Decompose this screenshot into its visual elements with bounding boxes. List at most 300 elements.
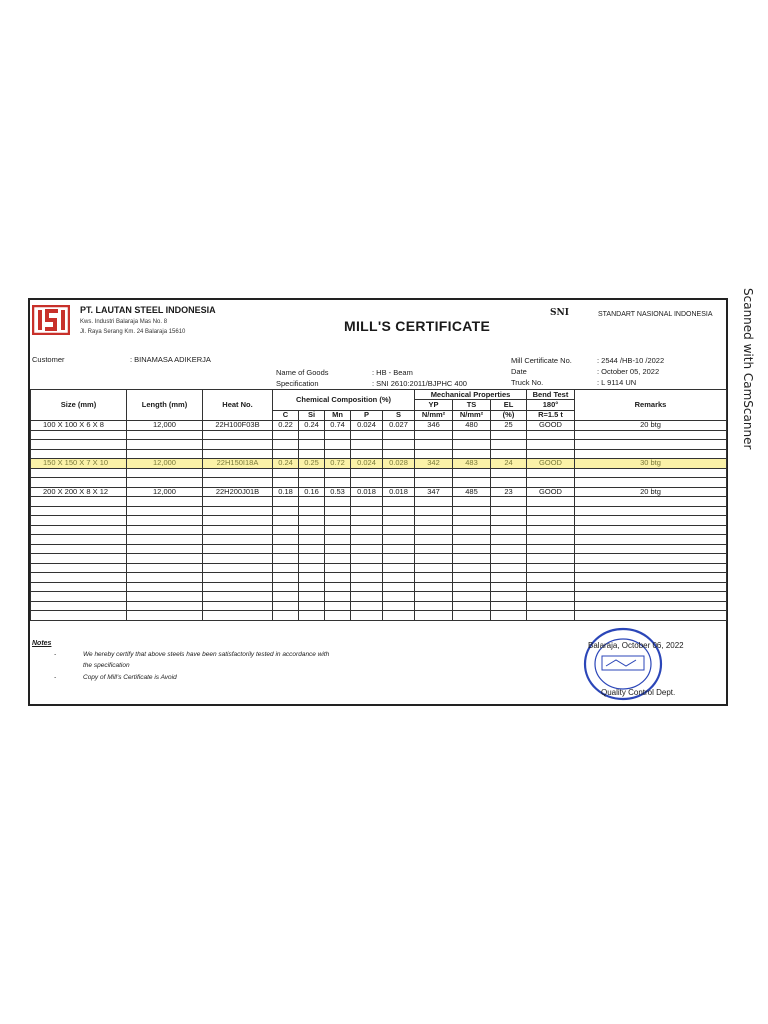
cell-c [273,525,299,535]
cell-length [127,449,203,459]
cell-heat [203,440,273,450]
cell-yp [415,592,453,602]
cell-heat [203,601,273,611]
cell-size [31,544,127,554]
cell-c: 0.18 [273,487,299,497]
signature-department: Quality Control Dept. [601,688,676,697]
cell-bend [527,506,575,516]
cell-p: 0.018 [351,487,383,497]
header-c: C [273,410,299,420]
header-remarks: Remarks [575,390,727,421]
cell-p [351,449,383,459]
cell-yp [415,506,453,516]
note-bullet-2: - [54,674,57,681]
cell-s [383,468,415,478]
cell-length [127,525,203,535]
cell-bend: GOOD [527,459,575,469]
date-value: : October 05, 2022 [597,367,660,376]
cell-s [383,582,415,592]
cell-yp [415,525,453,535]
cell-remarks [575,554,727,564]
cell-ts [453,592,491,602]
cell-el [491,582,527,592]
cell-yp [415,449,453,459]
cell-c [273,582,299,592]
cell-c [273,544,299,554]
cell-si: 0.24 [299,421,325,431]
table-row [31,421,727,431]
cell-yp [415,601,453,611]
cell-el [491,525,527,535]
note-line-1: We hereby certify that above steels have been satisfactorily tested in accordance with [83,651,330,658]
cell-p [351,478,383,488]
cell-si [299,592,325,602]
goods-label: Name of Goods [276,368,329,377]
cell-heat [203,430,273,440]
table-row-empty [31,449,727,459]
cell-mn [325,449,351,459]
cell-bend [527,554,575,564]
cell-bend [527,516,575,526]
cell-ts [453,544,491,554]
cell-heat [203,544,273,554]
table-row-empty [31,525,727,535]
table-row-empty [31,563,727,573]
cell-size [31,535,127,545]
header-si: Si [299,410,325,420]
cell-heat [203,563,273,573]
cell-yp [415,516,453,526]
cell-c [273,563,299,573]
cell-yp: 347 [415,487,453,497]
cell-si [299,601,325,611]
cell-mn [325,582,351,592]
cell-mn: 0.72 [325,459,351,469]
header-size: Size (mm) [31,390,127,421]
cell-remarks [575,592,727,602]
cell-yp [415,563,453,573]
cell-p [351,506,383,516]
header-el-unit: (%) [491,410,527,420]
table-row-empty [31,516,727,526]
table-row [31,459,727,469]
cell-bend [527,592,575,602]
cell-remarks [575,478,727,488]
cell-mn [325,516,351,526]
cell-yp [415,478,453,488]
cell-size [31,582,127,592]
cell-si [299,611,325,621]
cell-c [273,440,299,450]
cell-size [31,554,127,564]
cell-remarks [575,573,727,583]
truck-value: : L 9114 UN [597,378,637,387]
table-row-empty [31,544,727,554]
cell-mn [325,601,351,611]
cell-el [491,449,527,459]
cell-s [383,478,415,488]
cell-length [127,592,203,602]
mill-certificate-document [28,298,728,706]
note-bullet-1: - [54,651,57,658]
cell-length [127,573,203,583]
cell-remarks [575,449,727,459]
date-label: Date [511,367,527,376]
cell-p: 0.024 [351,421,383,431]
header-s: S [383,410,415,420]
cell-ts [453,497,491,507]
cell-si [299,535,325,545]
cell-length [127,535,203,545]
cell-ts [453,478,491,488]
cell-bend [527,601,575,611]
header-bend-test: Bend Test [527,390,575,400]
cell-el: 25 [491,421,527,431]
cell-heat [203,516,273,526]
cell-yp: 346 [415,421,453,431]
cell-s [383,592,415,602]
cell-el [491,573,527,583]
customer-label: Customer [32,355,65,364]
header-mn: Mn [325,410,351,420]
cell-size [31,506,127,516]
cell-bend [527,611,575,621]
table-row-empty [31,582,727,592]
cell-length [127,440,203,450]
cell-ts [453,535,491,545]
cell-size [31,430,127,440]
cell-length: 12,000 [127,459,203,469]
cell-c [273,478,299,488]
cell-s [383,497,415,507]
cell-size [31,592,127,602]
cell-p [351,516,383,526]
cell-si [299,544,325,554]
cell-length [127,506,203,516]
cell-heat [203,525,273,535]
table-row [31,487,727,497]
cell-mn [325,430,351,440]
goods-value: : HB - Beam [372,368,413,377]
cell-remarks [575,506,727,516]
cell-el: 24 [491,459,527,469]
cell-s [383,601,415,611]
header-yp-unit: N/mm² [415,410,453,420]
table-row-empty [31,506,727,516]
cell-size: 200 X 200 X 8 X 12 [31,487,127,497]
cell-ts [453,468,491,478]
cell-s [383,563,415,573]
cell-mn [325,440,351,450]
cell-heat [203,582,273,592]
table-row-empty [31,468,727,478]
cell-bend [527,535,575,545]
cell-length [127,516,203,526]
cell-si [299,554,325,564]
cell-p [351,525,383,535]
cell-p [351,582,383,592]
spec-value: : SNI 2610:2011/BJPHC 400 [372,379,467,388]
cell-remarks [575,497,727,507]
cell-c [273,468,299,478]
cell-s: 0.018 [383,487,415,497]
cell-el [491,563,527,573]
cell-heat [203,592,273,602]
cell-s [383,516,415,526]
cert-no-value: : 2544 /HB-10 /2022 [597,356,665,365]
certificate-table-body [31,421,727,621]
cell-heat [203,573,273,583]
cell-length [127,611,203,621]
table-row-empty [31,535,727,545]
cell-bend [527,582,575,592]
cell-bend [527,430,575,440]
cell-yp [415,554,453,564]
header-length: Length (mm) [127,390,203,421]
table-row-empty [31,611,727,621]
cell-el [491,430,527,440]
cell-remarks: 20 btg [575,487,727,497]
cell-el [491,468,527,478]
cell-remarks [575,535,727,545]
cell-length [127,582,203,592]
camscanner-label: Scanned with CamScanner [741,288,755,450]
cell-s [383,506,415,516]
cell-ts [453,554,491,564]
note-line-1b: the specification [83,662,130,669]
cell-heat: 22H150I18A [203,459,273,469]
cell-p [351,497,383,507]
cell-heat: 22H100F03B [203,421,273,431]
cell-size [31,497,127,507]
cell-c [273,449,299,459]
cell-ts [453,516,491,526]
cell-bend [527,440,575,450]
cell-heat [203,449,273,459]
sni-mark: SNI [550,308,569,318]
cell-c [273,497,299,507]
cell-size [31,525,127,535]
cell-ts: 485 [453,487,491,497]
cell-ts [453,601,491,611]
cell-heat [203,611,273,621]
cell-si [299,506,325,516]
cell-length [127,497,203,507]
cell-remarks [575,563,727,573]
cell-s [383,449,415,459]
spec-label: Specification [276,379,319,388]
cell-ts [453,506,491,516]
cell-heat [203,506,273,516]
cell-size [31,478,127,488]
cell-ts [453,573,491,583]
header-el: EL [491,400,527,410]
cell-s [383,611,415,621]
cell-size [31,573,127,583]
cell-ts [453,582,491,592]
cell-mn: 0.74 [325,421,351,431]
cell-p [351,611,383,621]
cell-size [31,468,127,478]
cell-remarks [575,516,727,526]
cell-p [351,592,383,602]
cell-si [299,497,325,507]
cell-size: 150 X 150 X 7 X 10 [31,459,127,469]
cell-mn [325,478,351,488]
cell-si: 0.16 [299,487,325,497]
cell-heat [203,497,273,507]
cell-size [31,516,127,526]
cell-ts [453,430,491,440]
cell-heat [203,535,273,545]
company-name: PT. LAUTAN STEEL INDONESIA [80,305,216,315]
table-row-empty [31,497,727,507]
cell-ts [453,440,491,450]
cell-yp [415,497,453,507]
table-row-empty [31,440,727,450]
cell-c [273,573,299,583]
cell-si [299,468,325,478]
cell-bend [527,478,575,488]
cell-size [31,440,127,450]
cell-size [31,601,127,611]
cell-heat [203,478,273,488]
cell-yp [415,611,453,621]
cell-el [491,554,527,564]
cell-s [383,554,415,564]
cell-p [351,535,383,545]
cell-mn [325,592,351,602]
cell-bend [527,497,575,507]
cell-length [127,478,203,488]
header-chemical-composition: Chemical Composition (%) [273,390,415,411]
signature-place-date: Balaraja, October 06, 2022 [588,641,684,650]
company-address-line2: Jl. Raya Serang Km. 24 Balaraja 15610 [80,329,186,335]
cell-c [273,554,299,564]
cell-el: 23 [491,487,527,497]
cell-c [273,516,299,526]
cell-bend [527,525,575,535]
cell-yp: 342 [415,459,453,469]
customer-value: : BINAMASA ADIKERJA [130,355,211,364]
cell-remarks [575,525,727,535]
cell-el [491,478,527,488]
cell-yp [415,440,453,450]
cell-remarks [575,430,727,440]
cell-size [31,611,127,621]
cell-yp [415,468,453,478]
cell-mn [325,563,351,573]
cell-mn [325,554,351,564]
cell-ts [453,611,491,621]
cell-p [351,430,383,440]
header-bend-radius: R=1.5 t [527,410,575,420]
cell-c [273,611,299,621]
cell-el [491,611,527,621]
certificate-table [30,389,727,621]
table-row-empty [31,601,727,611]
cell-s [383,573,415,583]
cell-si [299,478,325,488]
cell-mn [325,506,351,516]
cell-bend [527,544,575,554]
cell-si [299,582,325,592]
cell-mn [325,497,351,507]
cell-si [299,573,325,583]
header-ts-unit: N/mm² [453,410,491,420]
cell-si [299,563,325,573]
table-row-empty [31,554,727,564]
cell-p [351,601,383,611]
cell-remarks [575,611,727,621]
cell-si [299,440,325,450]
cell-size [31,449,127,459]
cell-bend: GOOD [527,487,575,497]
cell-p [351,563,383,573]
company-logo-icon [32,305,70,335]
notes-title: Notes [32,640,52,647]
table-row-empty [31,478,727,488]
cell-p: 0.024 [351,459,383,469]
cell-mn: 0.53 [325,487,351,497]
header-yp: YP [415,400,453,410]
cell-ts [453,449,491,459]
cell-el [491,544,527,554]
cell-si [299,516,325,526]
cell-length [127,468,203,478]
cell-yp [415,430,453,440]
cell-mn [325,525,351,535]
cell-heat: 22H200J01B [203,487,273,497]
cell-el [491,535,527,545]
cell-heat [203,554,273,564]
cell-length [127,544,203,554]
cell-s: 0.028 [383,459,415,469]
cell-p [351,468,383,478]
header-p: P [351,410,383,420]
cell-yp [415,544,453,554]
cell-c: 0.22 [273,421,299,431]
sni-standard-text: STANDART NASIONAL INDONESIA [598,311,713,318]
cell-s [383,525,415,535]
cell-remarks [575,601,727,611]
cell-el [491,506,527,516]
cell-length [127,430,203,440]
cell-length [127,601,203,611]
cell-bend [527,449,575,459]
document-title: MILL'S CERTIFICATE [344,318,491,334]
cell-yp [415,535,453,545]
cell-remarks: 20 btg [575,421,727,431]
cert-no-label: Mill Certificate No. [511,356,572,365]
cell-mn [325,544,351,554]
cell-el [491,601,527,611]
cell-ts: 480 [453,421,491,431]
cell-si [299,525,325,535]
cell-c: 0.24 [273,459,299,469]
cell-size: 100 X 100 X 6 X 8 [31,421,127,431]
cell-heat [203,468,273,478]
cell-size [31,563,127,573]
cell-length: 12,000 [127,487,203,497]
cell-bend: GOOD [527,421,575,431]
header-ts: TS [453,400,491,410]
cell-length [127,554,203,564]
cell-p [351,544,383,554]
cell-c [273,506,299,516]
cell-bend [527,573,575,583]
cell-yp [415,582,453,592]
